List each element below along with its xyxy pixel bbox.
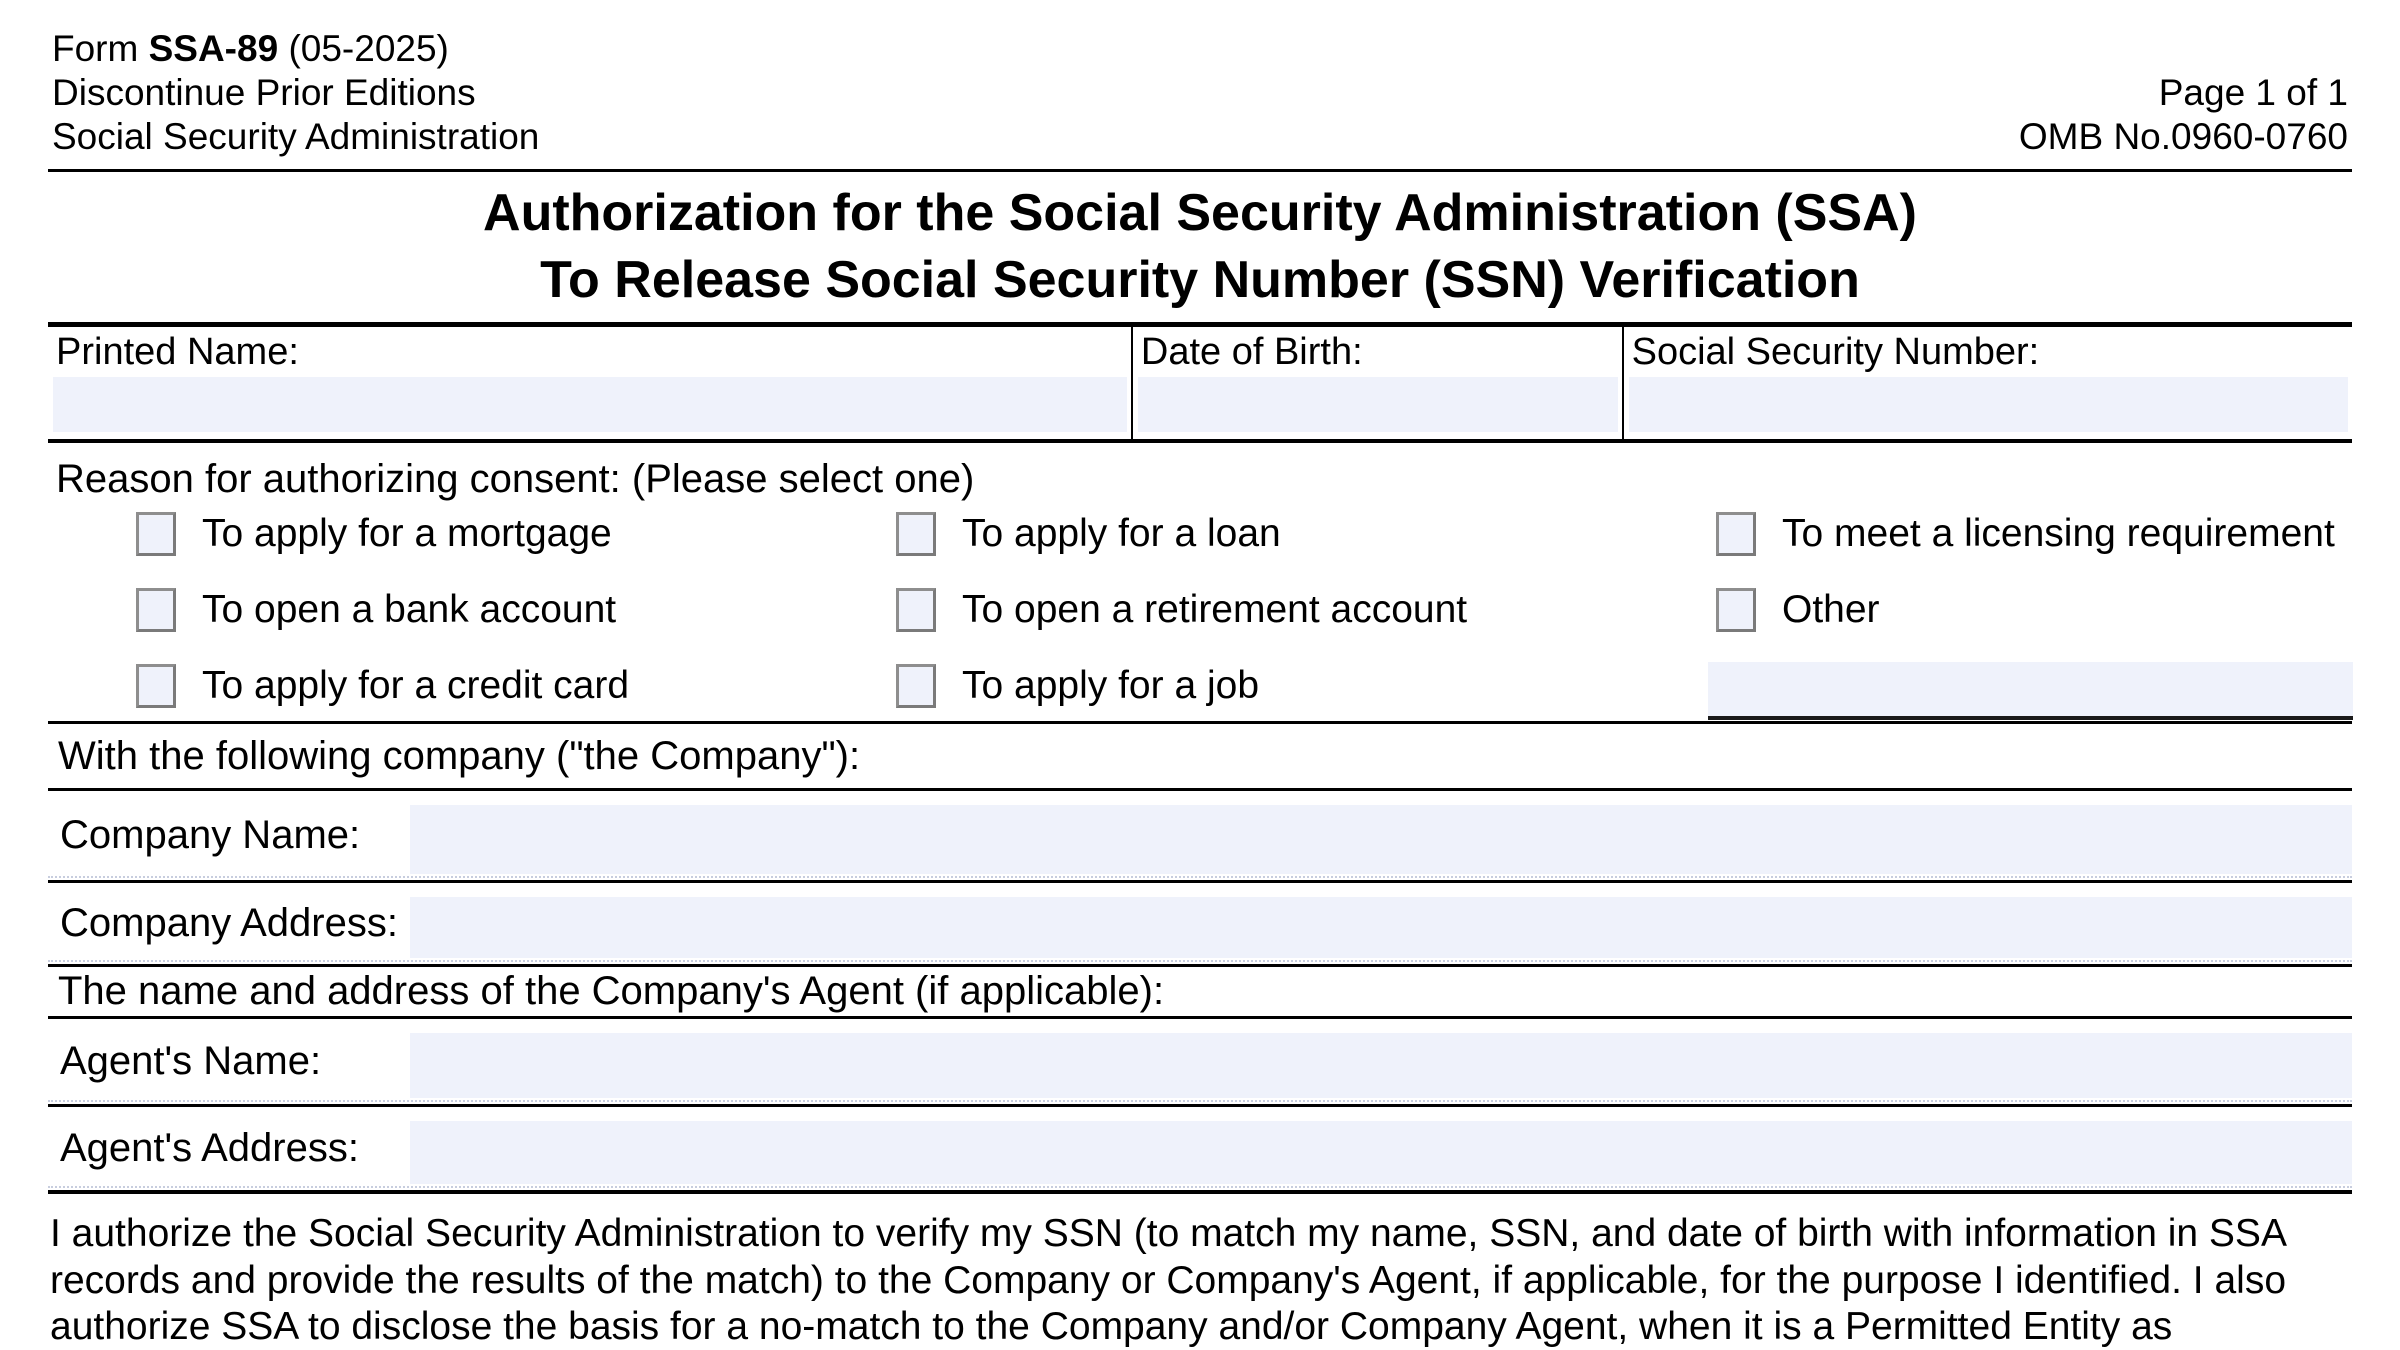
checkbox-job[interactable] bbox=[896, 664, 936, 708]
agent-address-label: Agent's Address: bbox=[60, 1126, 359, 1170]
checkbox-mortgage[interactable] bbox=[136, 512, 176, 556]
company-address-label: Company Address: bbox=[60, 901, 398, 945]
authorization-line-2: records and provide the results of the match) to the Company or Company's Agent, if applicable, for the purpose I identified. I also bbox=[50, 1258, 2287, 1302]
company-section-label: With the following company ("the Company"): bbox=[58, 733, 861, 778]
company-name-input[interactable] bbox=[410, 805, 2352, 874]
checkbox-loan-label: To apply for a loan bbox=[962, 512, 1281, 555]
reason-option-loan bbox=[896, 512, 1716, 556]
agent-address-input[interactable] bbox=[410, 1121, 2352, 1184]
dotted-divider bbox=[48, 960, 2352, 962]
checkbox-licensing-label: To meet a licensing requirement bbox=[1782, 512, 2335, 555]
ssn-cell bbox=[1622, 327, 2352, 439]
checkbox-licensing[interactable] bbox=[1716, 512, 1756, 556]
reason-section-label: Reason for authorizing consent: (Please select one) bbox=[56, 457, 975, 501]
reason-option-bank-account bbox=[136, 588, 896, 632]
authorization-paragraph bbox=[48, 1194, 2352, 1350]
form-title bbox=[48, 172, 2352, 322]
checkbox-other[interactable] bbox=[1716, 588, 1756, 632]
reason-option-retirement-account bbox=[896, 588, 1716, 632]
form-title-line1: Authorization for the Social Security Administration (SSA) bbox=[483, 184, 1917, 242]
printed-name-input[interactable] bbox=[53, 377, 1127, 432]
ssn-label: Social Security Number: bbox=[1631, 331, 2040, 373]
form-header bbox=[48, 0, 2352, 172]
form-title-line2: To Release Social Security Number (SSN) Verification bbox=[540, 251, 1860, 309]
checkbox-loan[interactable] bbox=[896, 512, 936, 556]
company-address-input-wrap bbox=[410, 883, 2352, 964]
reason-section bbox=[48, 443, 2352, 724]
dotted-divider bbox=[48, 1186, 2352, 1188]
identity-table bbox=[48, 322, 2352, 443]
reason-options-grid bbox=[48, 500, 2352, 720]
agent-name-input-wrap bbox=[410, 1019, 2352, 1104]
agent-address-input-wrap bbox=[410, 1107, 2352, 1190]
checkbox-retirement-account[interactable] bbox=[896, 588, 936, 632]
authorization-line-3: authorize SSA to disclose the basis for a no-match to the Company and/or Company Agent, when it is a Permitted Entity as bbox=[50, 1305, 2173, 1348]
printed-name-cell bbox=[48, 327, 1131, 439]
agent-address-row bbox=[48, 1107, 2352, 1194]
checkbox-credit-card[interactable] bbox=[136, 664, 176, 708]
checkbox-job-label: To apply for a job bbox=[962, 664, 1260, 707]
discontinue-notice: Discontinue Prior Editions bbox=[52, 72, 476, 113]
date-of-birth-label: Date of Birth: bbox=[1140, 331, 1363, 373]
dotted-divider bbox=[48, 876, 2352, 878]
ssn-input[interactable] bbox=[1629, 377, 2348, 432]
company-address-input[interactable] bbox=[410, 897, 2352, 958]
checkbox-retirement-account-label: To open a retirement account bbox=[962, 588, 1468, 631]
company-section-header bbox=[48, 724, 2352, 791]
dotted-divider bbox=[48, 1100, 2352, 1102]
checkbox-mortgage-label: To apply for a mortgage bbox=[202, 512, 612, 555]
agent-name-row bbox=[48, 1019, 2352, 1107]
agent-name-input[interactable] bbox=[410, 1033, 2352, 1098]
page-number: Page 1 of 1 bbox=[2158, 72, 2348, 113]
company-name-label: Company Name: bbox=[60, 813, 361, 857]
date-of-birth-cell bbox=[1131, 327, 1622, 439]
other-reason-input[interactable] bbox=[1708, 662, 2353, 720]
company-name-input-wrap bbox=[410, 791, 2352, 880]
checkbox-other-label: Other bbox=[1782, 588, 1880, 631]
form-identification bbox=[52, 27, 539, 159]
omb-number: OMB No.0960-0760 bbox=[2018, 116, 2348, 157]
page-omb-info bbox=[2019, 71, 2348, 159]
checkbox-credit-card-label: To apply for a credit card bbox=[202, 664, 630, 707]
reason-option-other bbox=[1716, 588, 2353, 632]
reason-option-licensing bbox=[1716, 512, 2353, 556]
printed-name-label: Printed Name: bbox=[56, 331, 299, 373]
agent-section-label: The name and address of the Company's Agent (if applicable): bbox=[58, 969, 1165, 1013]
date-of-birth-input[interactable] bbox=[1138, 377, 1618, 432]
company-name-row bbox=[48, 791, 2352, 883]
company-address-row bbox=[48, 883, 2352, 967]
form-number-line: Form SSA-89 (05-2025) bbox=[52, 28, 449, 69]
agent-name-label: Agent's Name: bbox=[60, 1039, 322, 1083]
agency-name: Social Security Administration bbox=[52, 116, 540, 157]
checkbox-bank-account[interactable] bbox=[136, 588, 176, 632]
agent-section-header bbox=[48, 967, 2352, 1019]
checkbox-bank-account-label: To open a bank account bbox=[202, 588, 617, 631]
reason-option-mortgage bbox=[136, 512, 896, 556]
reason-option-job bbox=[896, 664, 1716, 708]
reason-option-credit-card bbox=[136, 664, 896, 708]
authorization-line-1: I authorize the Social Security Administration to verify my SSN (to match my name, SSN, and date of birth with information in SSA bbox=[50, 1212, 2287, 1255]
form-number: SSA-89 bbox=[148, 28, 279, 69]
